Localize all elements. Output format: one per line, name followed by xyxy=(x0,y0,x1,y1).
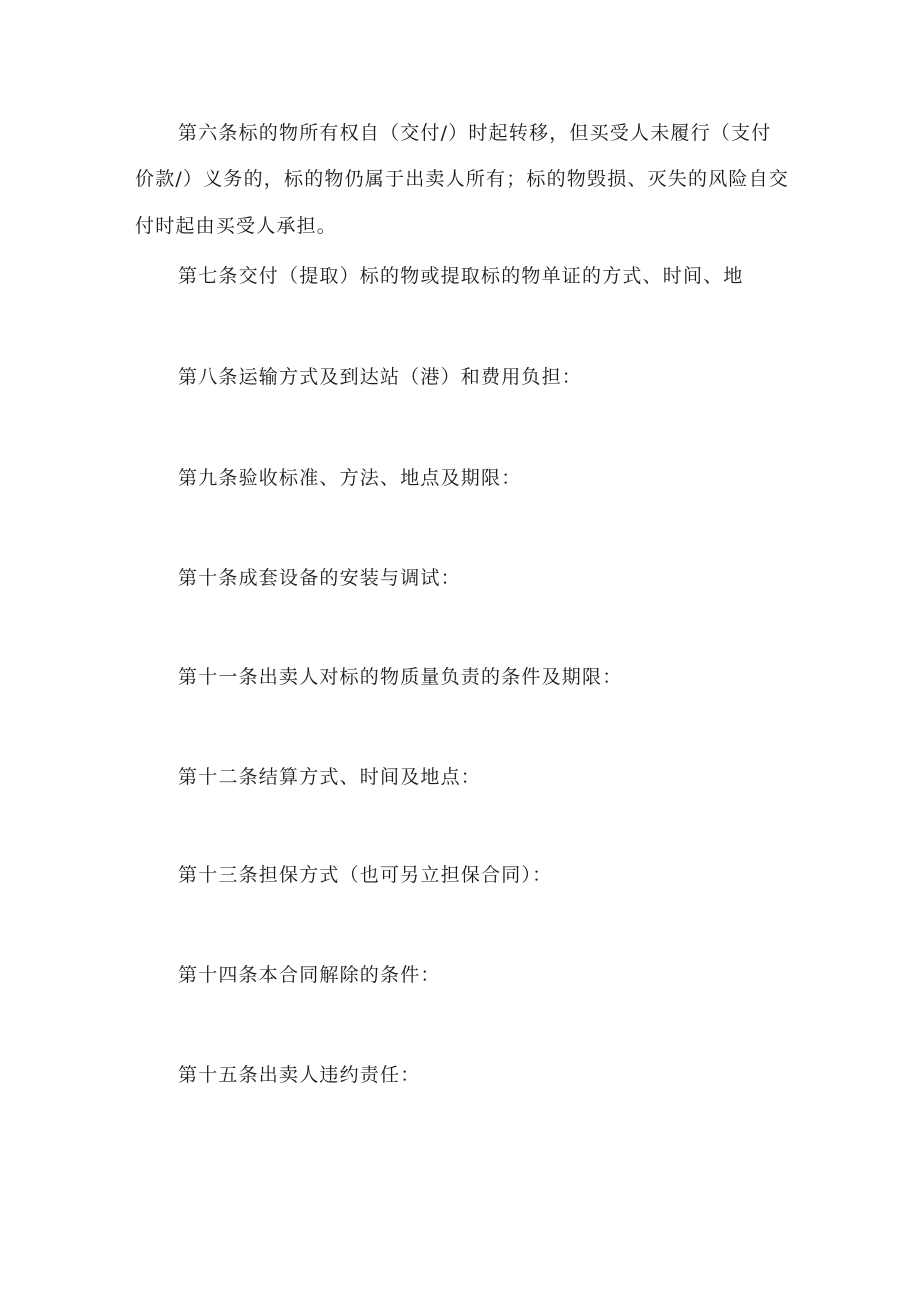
article-13: 第十三条担保方式（也可另立担保合同）： xyxy=(178,864,553,886)
article-11: 第十一条出卖人对标的物质量负责的条件及期限： xyxy=(178,666,623,688)
article-9: 第九条验收标准、方法、地点及期限： xyxy=(178,467,522,489)
article-6-line-1: 第六条标的物所有权自（交付/）时起转移，但买受人未履行（支付 xyxy=(178,122,772,144)
article-7: 第七条交付（提取）标的物或提取标的物单证的方式、时间、地 xyxy=(178,265,744,287)
article-15: 第十五条出卖人违约责任： xyxy=(178,1064,421,1086)
article-6-line-3: 付时起由买受人承担。 xyxy=(135,215,338,237)
article-8: 第八条运输方式及到达站（港）和费用负担： xyxy=(178,366,583,388)
article-14: 第十四条本合同解除的条件： xyxy=(178,964,441,986)
article-12: 第十二条结算方式、时间及地点： xyxy=(178,766,482,788)
article-6-line-2: 价款/）义务的，标的物仍属于出卖人所有；标的物毁损、灭失的风险自交 xyxy=(135,168,790,190)
article-10: 第十条成套设备的安装与调试： xyxy=(178,567,461,589)
